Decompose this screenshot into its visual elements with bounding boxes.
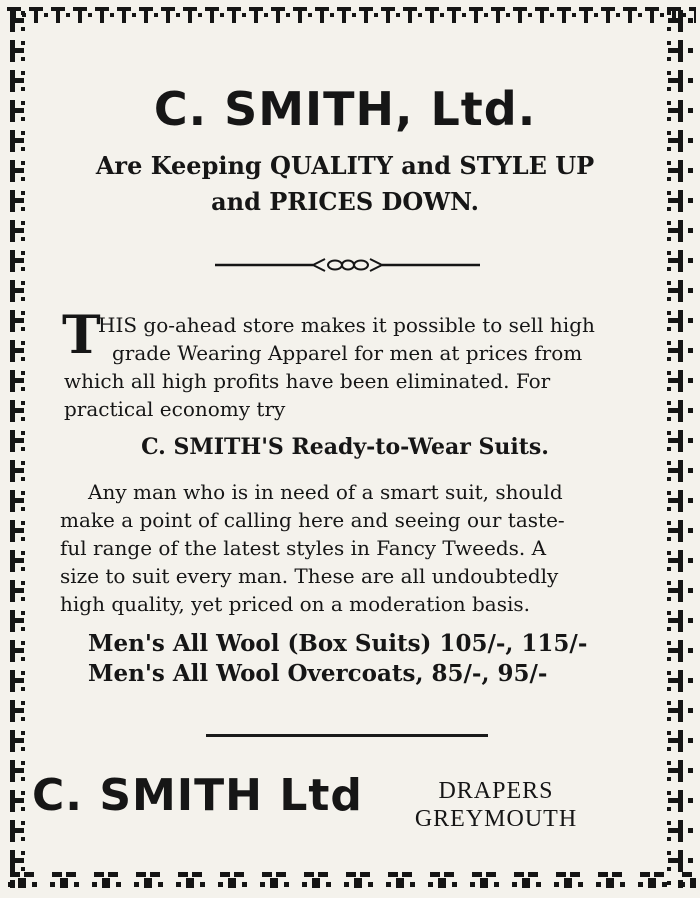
body-line-1: Any man who is in need of a smart suit, should [88,480,563,504]
headline: C. SMITH, Ltd. [153,82,537,136]
intro-line-1: HIS go-ahead store makes it possible to sell high [98,313,595,337]
drop-cap-letter: T [62,305,101,366]
tagline-line-2: and PRICES DOWN. [211,187,479,216]
decorative-border-right [662,8,696,888]
suits-subheading: C. SMITH'S Ready-to-Wear Suits. [141,434,549,460]
footer-trade: DRAPERS [438,778,554,804]
intro-line-4: practical economy try [64,397,286,421]
intro-line-3: which all high profits have been eliminated. For [64,369,551,393]
body-line-2: make a point of calling here and seeing our taste- [60,508,565,532]
decorative-border-left [4,8,30,888]
intro-paragraph [62,305,656,423]
footer-store-name: C. SMITH Ltd [32,770,363,821]
horizontal-rule [206,734,488,737]
intro-line-2: grade Wearing Apparel for men at prices from [112,341,583,365]
decorative-border-bottom [6,868,696,892]
footer-town: GREYMOUTH [414,806,578,832]
scroll-ornament-divider [215,252,480,278]
body-line-4: size to suit every man. These are all undoubtedly [60,564,559,588]
body-paragraph [60,478,652,618]
decorative-border-top [6,4,696,26]
price-line-overcoats: Men's All Wool Overcoats, 85/-, 95/- [88,660,548,687]
advert-content [30,30,660,865]
body-line-3: ful range of the latest styles in Fancy Tweeds. A [60,536,547,560]
tagline-line-1: Are Keeping QUALITY and STYLE UP [95,151,595,180]
price-line-suits: Men's All Wool (Box Suits) 105/-, 115/- [88,630,588,657]
body-line-5: high quality, yet priced on a moderation basis. [60,592,531,616]
